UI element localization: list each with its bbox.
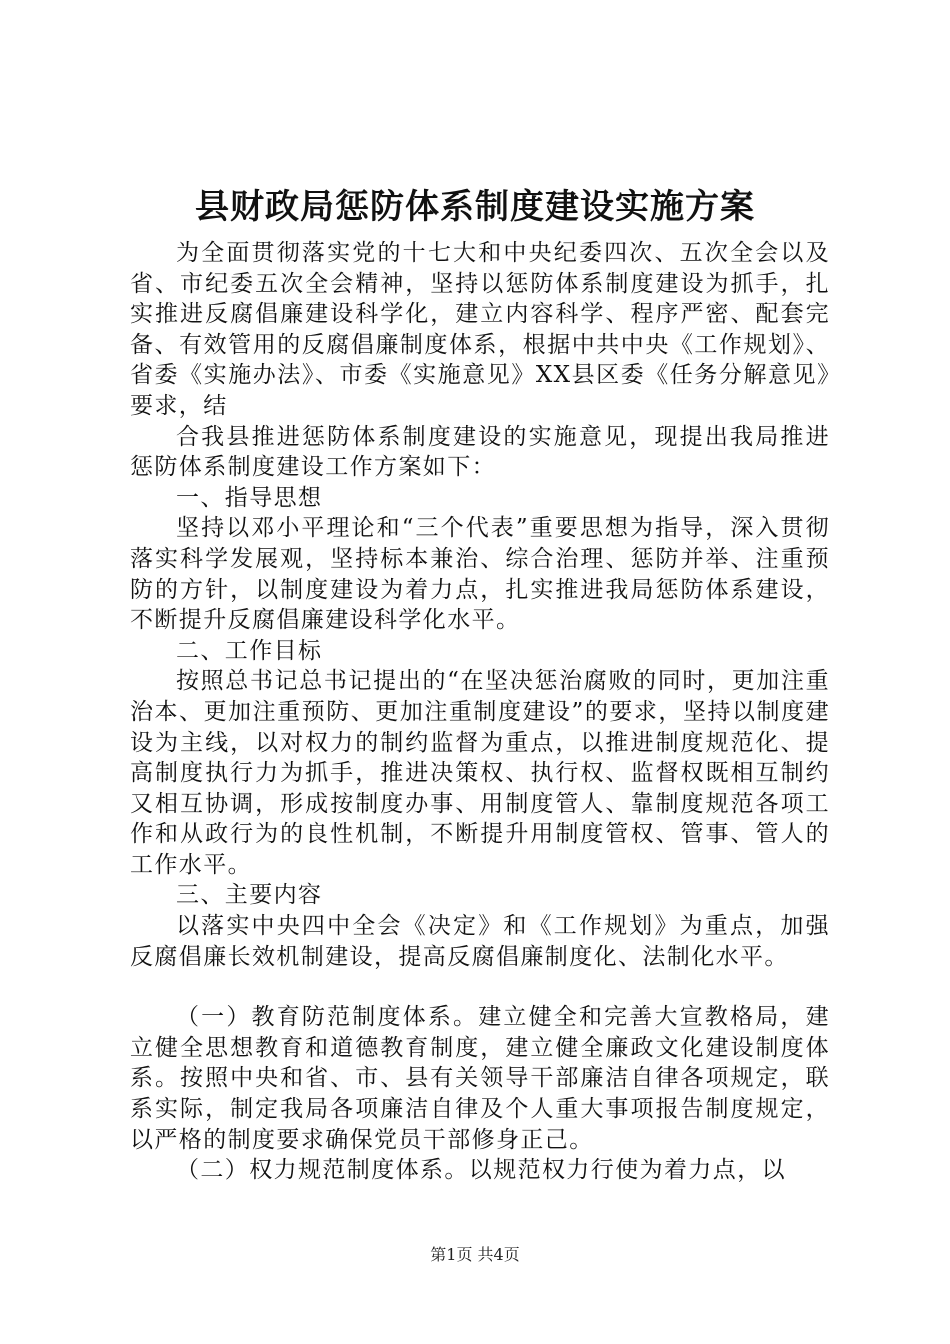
paragraph-work-goals: 按照总书记总书记提出的“在坚决惩治腐败的同时，更加注重治本、更加注重预防、更加注重制度建设”的要求，坚持以制度建设为主线，以对权力的制约监督为重点，以推进制度规范化、提高制度执行力为抓手，推进决策权、执行权、监督权既相互制约又相互协调，形成按制度办事、用制度管人、靠制度规范各项工作和从政行为的良性机制，不断提升用制度管权、管事、管人的工作水平。 [130, 668, 830, 878]
paragraph-education-system: （一）教育防范制度体系。建立健全和完善大宣教格局，建立健全思想教育和道德教育制度，建立健全廉政文化建设制度体系。按照中央和省、市、县有关领导干部廉洁自律各项规定，联系实际，制定我局各项廉洁自律及个人重大事项报告制度规定，以严格的制度要求确保党员干部修身正己。 [130, 1004, 830, 1153]
paragraph-intro-continued: 合我县推进惩防体系制度建设的实施意见，现提出我局推进惩防体系制度建设工作方案如下： [130, 423, 830, 481]
paragraph-guiding-ideology: 坚持以邓小平理论和“三个代表”重要思想为指导，深入贯彻落实科学发展观，坚持标本兼治、综合治理、惩防并举、注重预防的方针，以制度建设为着力点，扎实推进我局惩防体系建设，不断提升反腐倡廉建设科学化水平。 [130, 515, 830, 634]
section-heading-guiding-ideology: 一、指导思想 [176, 484, 323, 511]
paragraph-power-regulation: （二）权力规范制度体系。以规范权力行使为着力点，以 [176, 1157, 786, 1184]
paragraph-intro: 为全面贯彻落实党的十七大和中央纪委四次、五次全会以及省、市纪委五次全会精神，坚持以惩防体系制度建设为抓手，扎实推进反腐倡廉建设科学化，建立内容科学、程序严密、配套完备、有效管用的反腐倡廉制度体系，根据中共中央《工作规划》、省委《实施办法》、市委《实施意见》XX县区委《任务分解意见》要求，结 [130, 240, 830, 419]
paragraph-main-content: 以落实中央四中全会《决定》和《工作规划》为重点，加强反腐倡廉长效机制建设，提高反腐倡廉制度化、法制化水平。 [130, 913, 830, 970]
document-title: 县财政局惩防体系制度建设实施方案 [195, 187, 755, 227]
document-body [130, 238, 830, 1186]
section-heading-work-goals: 二、工作目标 [176, 637, 323, 664]
section-heading-main-content: 三、主要内容 [176, 882, 323, 909]
page-footer: 第1页 共4页 [430, 1245, 520, 1264]
